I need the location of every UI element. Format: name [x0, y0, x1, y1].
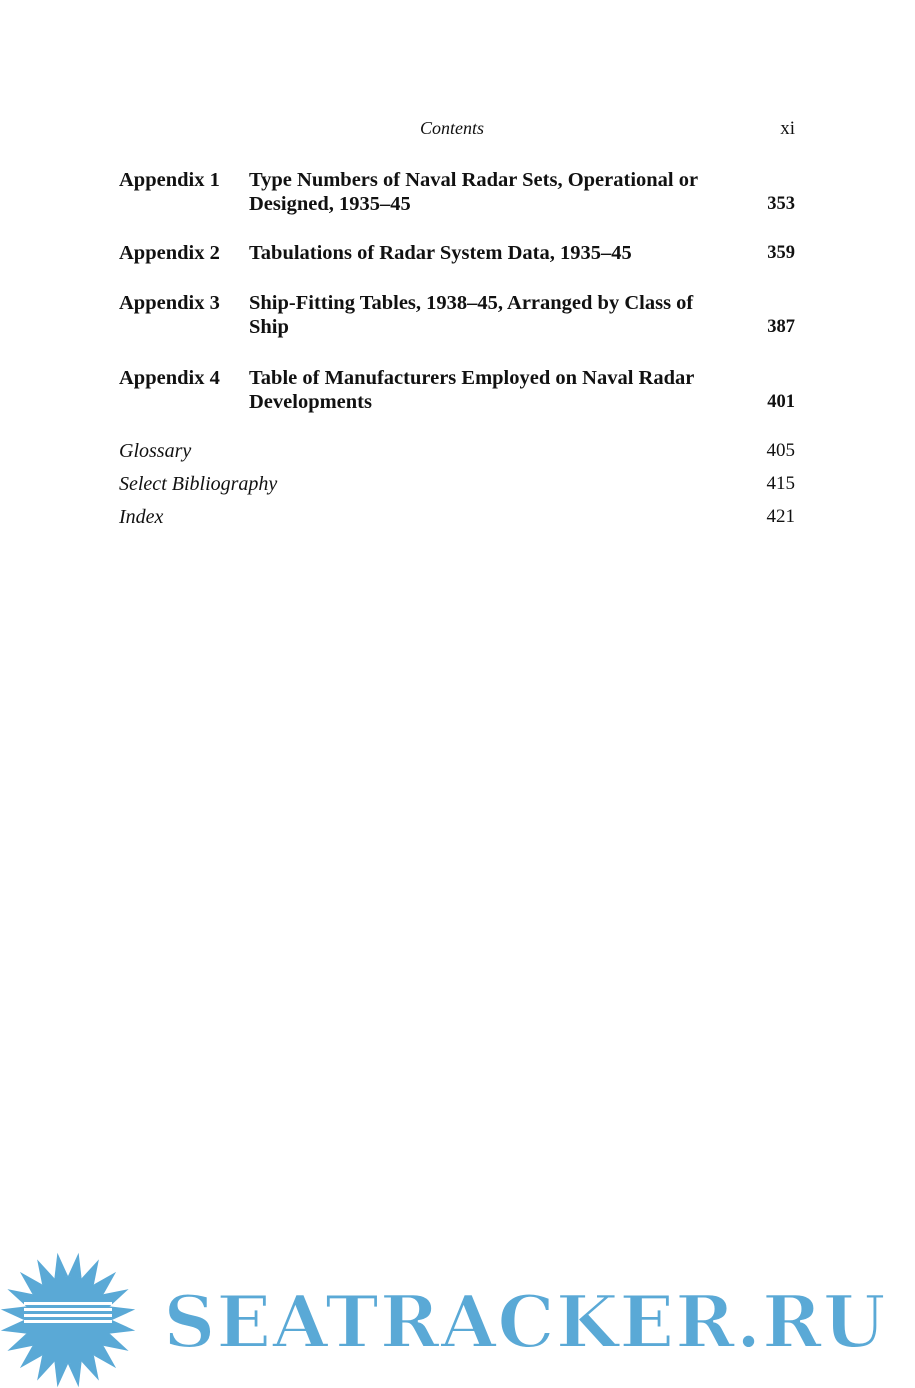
back-matter-page: 405 [766, 440, 795, 461]
watermark-text: SEATRACKER.RU [163, 1278, 887, 1364]
running-title: Contents [420, 118, 485, 138]
appendix-title: Table of Manufacturers Employed on Naval Radar Developments [249, 367, 694, 413]
appendix-label: Appendix 4 [119, 367, 220, 389]
appendix-label: Appendix 2 [119, 242, 220, 264]
toc-entry-glossary[interactable] [119, 440, 795, 466]
back-matter-label: Index [119, 506, 164, 528]
toc-entry-appendix-1[interactable] [119, 168, 795, 216]
page-number: xi [780, 118, 795, 139]
appendix-page: 401 [767, 392, 795, 412]
appendix-page: 359 [767, 243, 795, 263]
toc-entry-appendix-4[interactable] [119, 366, 795, 414]
toc-entry-index[interactable] [119, 506, 795, 532]
back-matter-page: 415 [766, 473, 795, 494]
appendix-page: 387 [767, 317, 795, 337]
back-matter-label: Select Bibliography [119, 473, 278, 495]
appendix-title: Type Numbers of Naval Radar Sets, Operational or Designed, 1935–45 [249, 169, 698, 215]
running-head [0, 118, 915, 142]
toc-entry-bibliography[interactable] [119, 473, 795, 499]
back-matter-label: Glossary [119, 440, 192, 462]
sun-logo-icon [0, 1250, 140, 1388]
appendix-title: Ship-Fitting Tables, 1938–45, Arranged by Class of Ship [249, 292, 694, 338]
toc-entry-appendix-3[interactable] [119, 291, 795, 339]
appendix-title: Tabulations of Radar System Data, 1935–45 [249, 242, 632, 264]
toc-entry-appendix-2[interactable] [119, 241, 795, 265]
appendix-label: Appendix 3 [119, 292, 220, 314]
appendix-label: Appendix 1 [119, 169, 220, 191]
appendix-page: 353 [767, 194, 795, 214]
back-matter-page: 421 [766, 506, 795, 527]
